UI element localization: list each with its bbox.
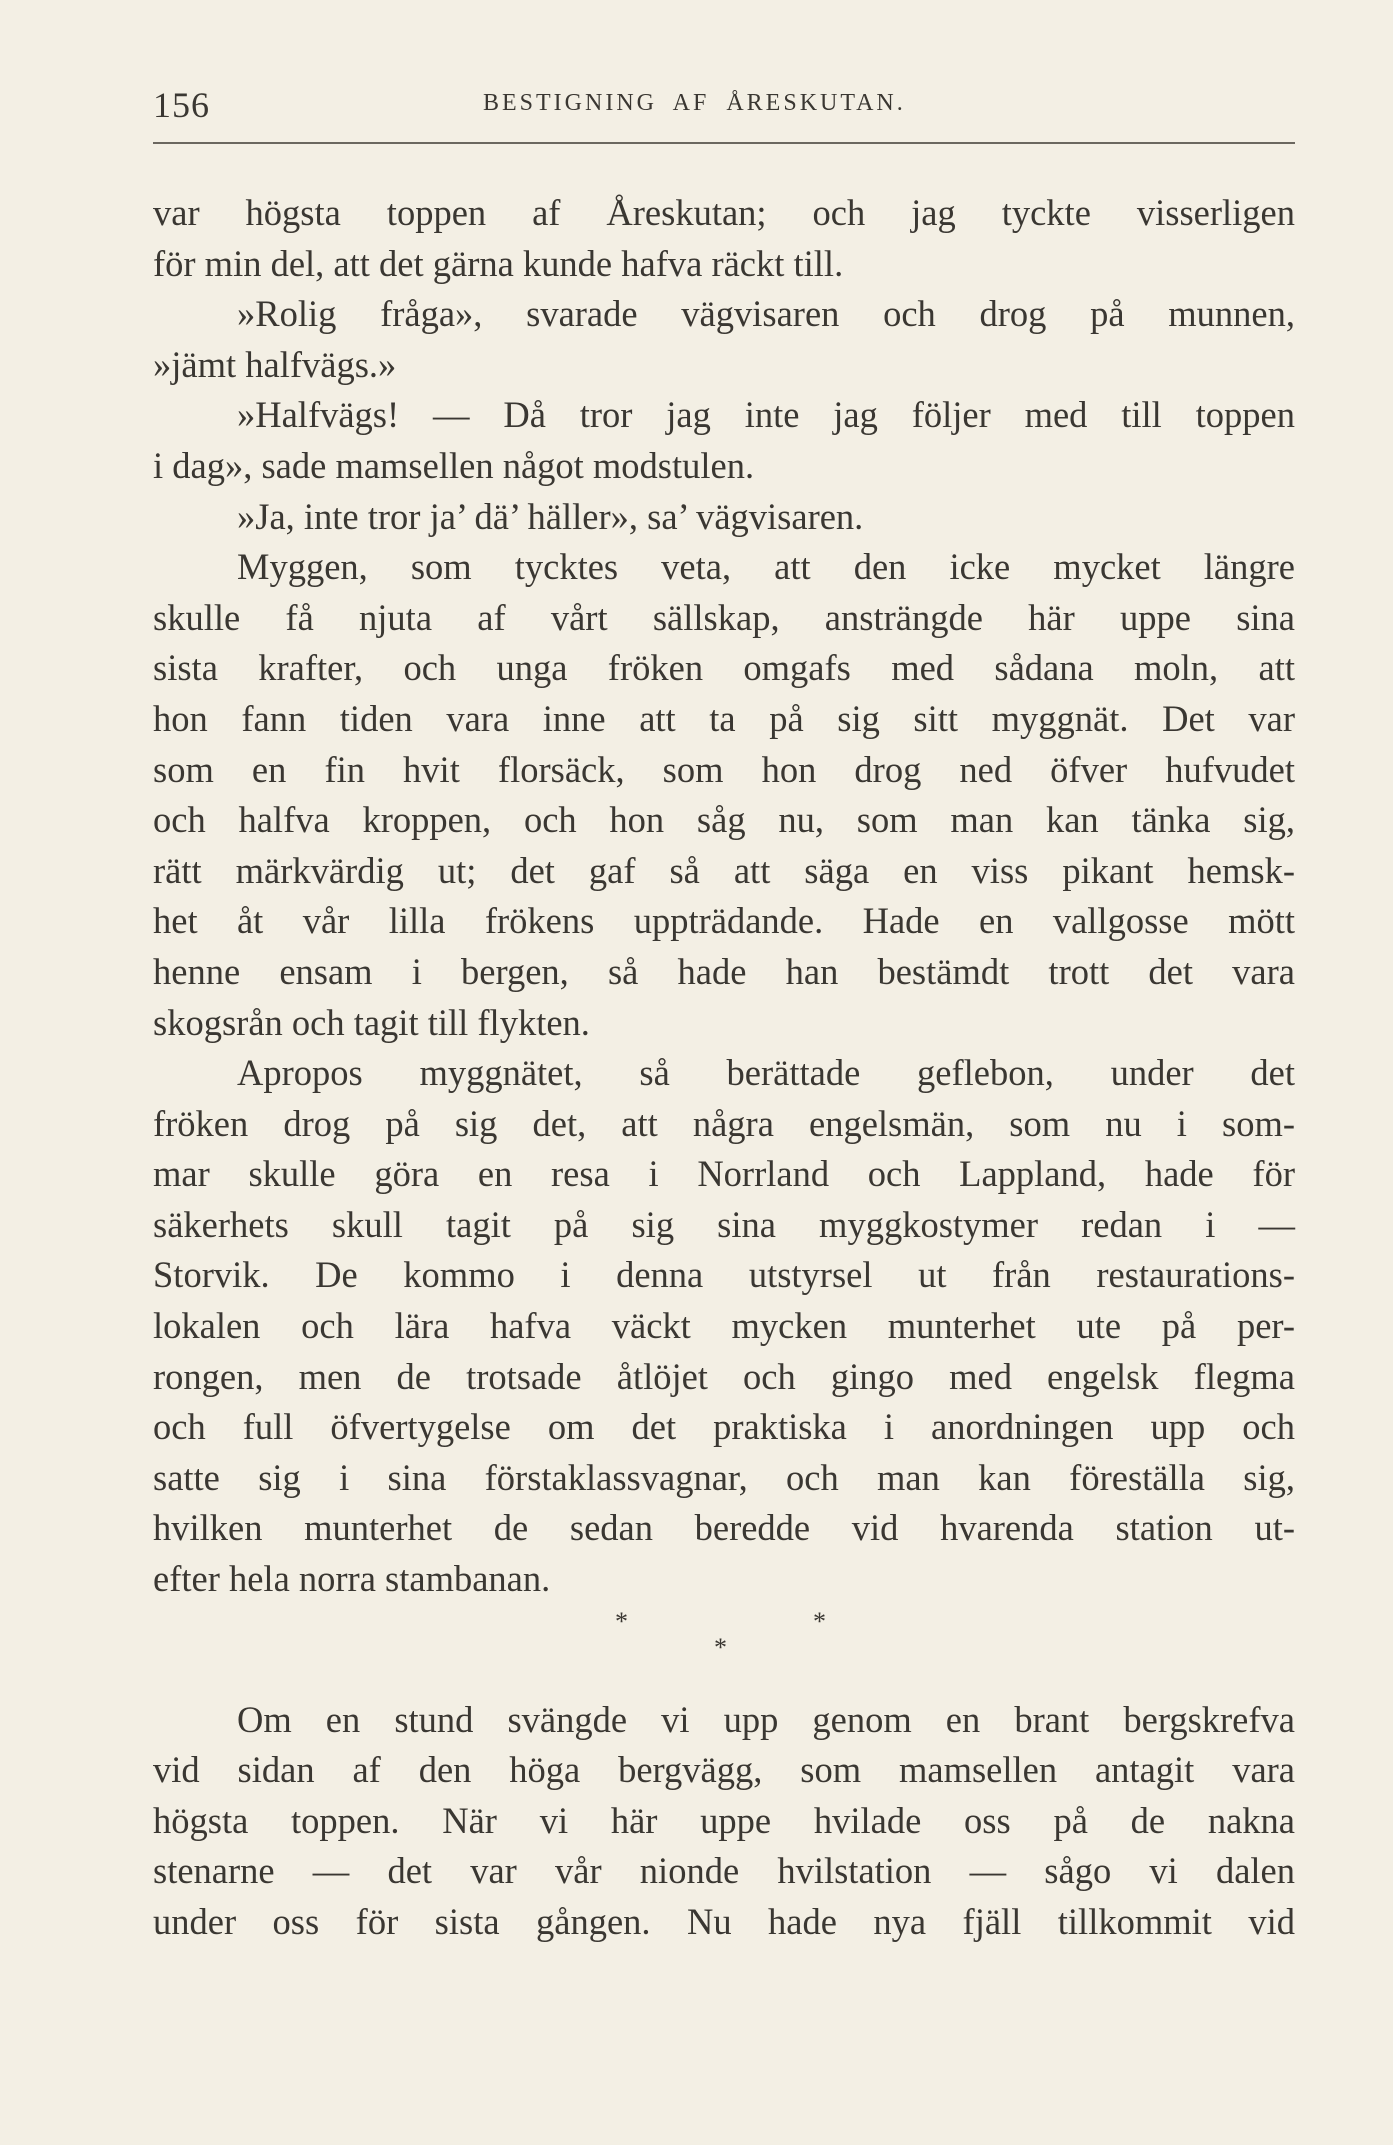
text-line: »jämt halfvägs.» — [153, 343, 397, 385]
text-line: satte sig i sina förstaklassvagnar, och man kan föreställa sig, — [153, 1456, 1295, 1498]
section-break-asterism — [153, 1605, 1295, 1695]
page-header — [153, 70, 1295, 130]
text-line: vid sidan af den höga bergvägg, som mamsellen antagit vara — [153, 1749, 1295, 1791]
text-line: Storvik. De kommo i denna utstyrsel ut från restaurations- — [153, 1254, 1295, 1296]
text-line: efter hela norra stambanan. — [153, 1558, 551, 1600]
text-line: och full öfvertygelse om det praktiska i anordningen upp och — [153, 1406, 1295, 1448]
text-line: stenarne — det var vår nionde hvilstation — sågo vi dalen — [153, 1850, 1295, 1892]
body-text — [153, 188, 1295, 1948]
text-line: högsta toppen. När vi här uppe hvilade oss på de nakna — [153, 1799, 1295, 1841]
asterism-star: * — [615, 1606, 628, 1636]
text-line: skulle få njuta af vårt sällskap, ansträngde här uppe sina — [153, 596, 1295, 638]
running-title: BESTIGNING AF ÅRESKUTAN. — [483, 90, 906, 116]
text-line: och halfva kroppen, och hon såg nu, som man kan tänka sig, — [153, 799, 1295, 841]
text-line: var högsta toppen af Åreskutan; och jag tyckte visserligen — [153, 192, 1295, 233]
text-line: Myggen, som tycktes veta, att den icke mycket längre — [237, 546, 1295, 588]
header-rule — [153, 142, 1295, 144]
page-number: 156 — [153, 85, 210, 125]
text-line: »Ja, inte tror ja’ dä’ häller», sa’ vägvisaren. — [237, 495, 864, 537]
text-line: i dag», sade mamsellen något modstulen. — [153, 444, 755, 486]
text-line: säkerhets skull tagit på sig sina myggkostymer redan i — — [153, 1203, 1295, 1245]
text-line: sista krafter, och unga fröken omgafs med sådana moln, att — [153, 647, 1295, 689]
text-line: Apropos myggnätet, så berättade geflebon, under det — [237, 1052, 1295, 1094]
text-line: mar skulle göra en resa i Norrland och Lappland, hade för — [153, 1153, 1295, 1195]
text-line: skogsrån och tagit till flykten. — [153, 1001, 590, 1043]
text-line: fröken drog på sig det, att några engelsmän, som nu i som- — [153, 1102, 1295, 1144]
text-line: lokalen och lära hafva väckt mycken munterhet ute på per- — [153, 1305, 1295, 1347]
text-line: Om en stund svängde vi upp genom en brant bergskrefva — [237, 1698, 1295, 1740]
text-line: rätt märkvärdig ut; det gaf så att säga en viss pikant hemsk- — [153, 849, 1295, 891]
text-line: för min del, att det gärna kunde hafva räckt till. — [153, 242, 844, 284]
asterism-star: * — [714, 1632, 727, 1662]
text-line: hon fann tiden vara inne att ta på sig sitt myggnät. Det var — [153, 697, 1295, 739]
text-line: »Halfvägs! — Då tror jag inte jag följer med till toppen — [237, 394, 1295, 436]
text-line: henne ensam i bergen, så hade han bestämdt trott det vara — [153, 950, 1295, 992]
text-line: rongen, men de trotsade åtlöjet och gingo med engelsk flegma — [153, 1355, 1295, 1397]
text-line: som en fin hvit florsäck, som hon drog ned öfver hufvudet — [153, 748, 1295, 790]
book-page — [153, 70, 1295, 1942]
text-line: »Rolig fråga», svarade vägvisaren och drog på munnen, — [237, 293, 1295, 335]
asterism-star: * — [813, 1606, 826, 1636]
text-line: under oss för sista gången. Nu hade nya fjäll tillkommit vid — [153, 1901, 1295, 1942]
text-line: het åt vår lilla frökens uppträdande. Hade en vallgosse mött — [153, 900, 1295, 942]
text-line: hvilken munterhet de sedan beredde vid hvarenda station ut- — [153, 1507, 1295, 1549]
